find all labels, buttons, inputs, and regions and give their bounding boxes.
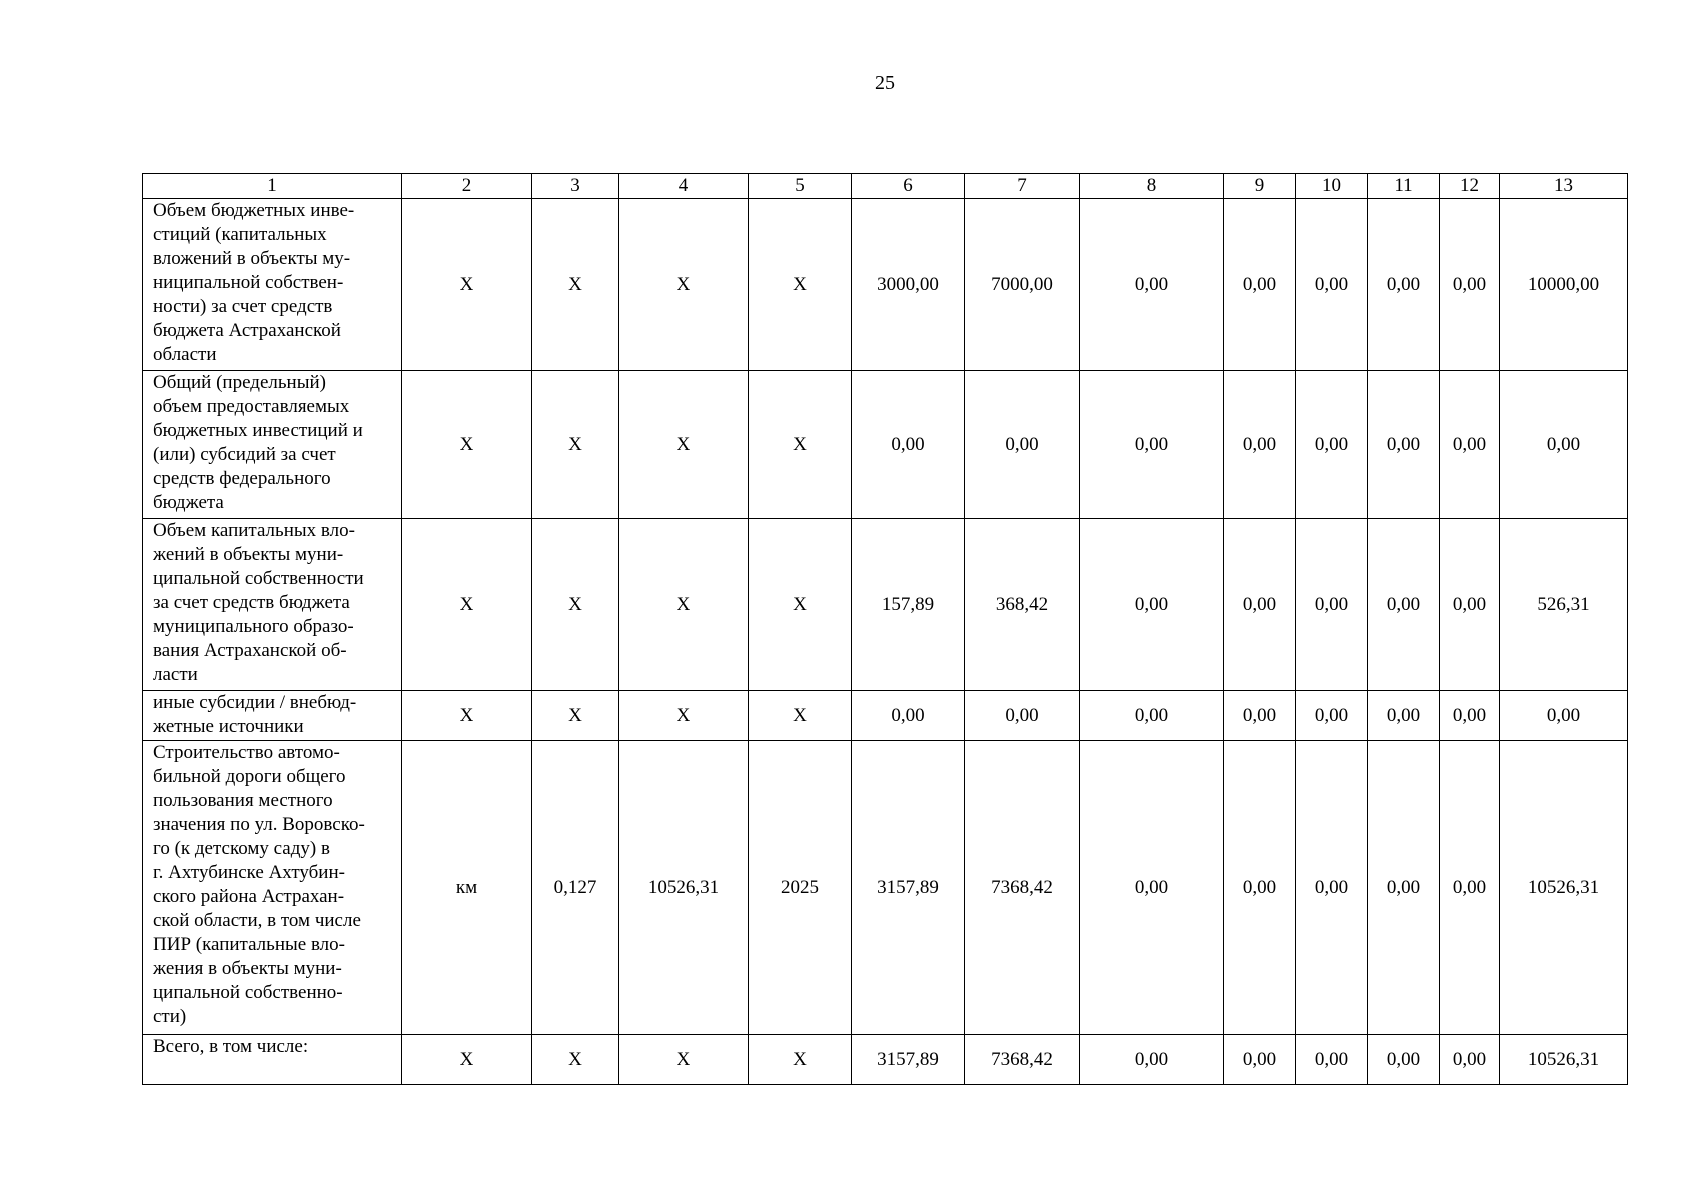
value-cell: Х <box>749 199 852 371</box>
row-label-line: вания Астраханской об- <box>153 640 347 661</box>
value-cell: 0,00 <box>852 371 965 519</box>
column-number-cell: 5 <box>749 174 852 199</box>
column-number-cell: 1 <box>143 174 402 199</box>
row-label-line: бюджета <box>153 492 224 513</box>
value-cell: 10526,31 <box>619 741 749 1035</box>
value-cell: 2025 <box>749 741 852 1035</box>
value-cell: 0,00 <box>1368 371 1440 519</box>
value-cell: 0,00 <box>1080 199 1224 371</box>
row-label-line: ципальной собственно- <box>153 982 343 1003</box>
value-cell: 0,00 <box>1224 691 1296 741</box>
value-cell: 0,00 <box>1224 1035 1296 1085</box>
value-cell: Х <box>532 519 619 691</box>
row-label-line: ности) за счет средств <box>153 296 333 317</box>
value-cell: 0,127 <box>532 741 619 1035</box>
value-cell: Х <box>402 371 532 519</box>
value-cell: Х <box>402 691 532 741</box>
value-cell: Х <box>619 519 749 691</box>
row-label <box>143 199 402 371</box>
value-cell: 0,00 <box>1368 1035 1440 1085</box>
value-cell: 157,89 <box>852 519 965 691</box>
value-cell: Х <box>619 691 749 741</box>
column-number-cell: 7 <box>965 174 1080 199</box>
value-cell: 0,00 <box>1368 519 1440 691</box>
value-cell: 10526,31 <box>1500 1035 1628 1085</box>
column-number-cell: 9 <box>1224 174 1296 199</box>
value-cell: 0,00 <box>1368 691 1440 741</box>
column-number-cell: 2 <box>402 174 532 199</box>
row-label-line: ПИР (капитальные вло- <box>153 934 345 955</box>
value-cell: 0,00 <box>1296 199 1368 371</box>
row-label-line: Всего, в том числе: <box>153 1036 309 1057</box>
row-label-line: ципальной собственности <box>153 568 364 589</box>
value-cell: Х <box>749 1035 852 1085</box>
row-label-line: ниципальной собствен- <box>153 272 344 293</box>
column-number-row <box>143 174 1628 199</box>
value-cell: 0,00 <box>1224 519 1296 691</box>
value-cell: 0,00 <box>1440 519 1500 691</box>
row-label-line: муниципального образо- <box>153 616 354 637</box>
value-cell: 10000,00 <box>1500 199 1628 371</box>
table-row <box>143 199 1628 371</box>
value-cell: 0,00 <box>1368 741 1440 1035</box>
row-label-line: иные субсидии / внебюд- <box>153 692 357 713</box>
value-cell: 3157,89 <box>852 741 965 1035</box>
row-label-line: Общий (предельный) <box>153 372 326 393</box>
value-cell: 0,00 <box>1296 519 1368 691</box>
value-cell: Х <box>532 1035 619 1085</box>
row-label <box>143 519 402 691</box>
table-body <box>143 174 1628 1085</box>
row-label-line: жения в объекты муни- <box>153 958 342 979</box>
row-label-line: ской области, в том числе <box>153 910 361 931</box>
row-label-line: Объем капитальных вло- <box>153 520 355 541</box>
value-cell: 0,00 <box>1440 371 1500 519</box>
value-cell: 0,00 <box>1500 691 1628 741</box>
row-label-line: средств федерального <box>153 468 331 489</box>
row-label-line: Строительство автомо- <box>153 742 340 763</box>
row-label-line: бильной дороги общего <box>153 766 346 787</box>
value-cell: 368,42 <box>965 519 1080 691</box>
row-label <box>143 1035 402 1085</box>
value-cell: 0,00 <box>1080 371 1224 519</box>
value-cell: Х <box>619 371 749 519</box>
value-cell: 0,00 <box>1224 741 1296 1035</box>
value-cell: Х <box>402 199 532 371</box>
value-cell: Х <box>402 519 532 691</box>
value-cell: Х <box>402 1035 532 1085</box>
column-number-cell: 8 <box>1080 174 1224 199</box>
column-number-cell: 3 <box>532 174 619 199</box>
row-label-line: жетные источники <box>153 716 304 737</box>
value-cell: 0,00 <box>1080 691 1224 741</box>
value-cell: Х <box>749 519 852 691</box>
row-label-line: г. Ахтубинске Ахтубин- <box>153 862 345 883</box>
value-cell: 0,00 <box>1296 741 1368 1035</box>
value-cell: 10526,31 <box>1500 741 1628 1035</box>
table-row <box>143 691 1628 741</box>
row-label-line: пользования местного <box>153 790 333 811</box>
column-number-cell: 10 <box>1296 174 1368 199</box>
value-cell: км <box>402 741 532 1035</box>
value-cell: 7368,42 <box>965 1035 1080 1085</box>
value-cell: 3157,89 <box>852 1035 965 1085</box>
row-label-line: стиций (капитальных <box>153 224 327 245</box>
column-number-cell: 13 <box>1500 174 1628 199</box>
column-number-cell: 6 <box>852 174 965 199</box>
value-cell: 0,00 <box>1440 691 1500 741</box>
row-label-line: Объем бюджетных инве- <box>153 200 355 221</box>
value-cell: 0,00 <box>1080 741 1224 1035</box>
value-cell: 0,00 <box>1224 199 1296 371</box>
row-label <box>143 371 402 519</box>
value-cell: 3000,00 <box>852 199 965 371</box>
table-row <box>143 1035 1628 1085</box>
value-cell: Х <box>749 691 852 741</box>
row-label <box>143 741 402 1035</box>
value-cell: Х <box>532 199 619 371</box>
row-label-line: ласти <box>153 664 198 685</box>
value-cell: Х <box>532 371 619 519</box>
row-label-line: за счет средств бюджета <box>153 592 350 613</box>
value-cell: 0,00 <box>1080 1035 1224 1085</box>
value-cell: 0,00 <box>965 371 1080 519</box>
value-cell: 0,00 <box>1224 371 1296 519</box>
row-label <box>143 691 402 741</box>
value-cell: Х <box>749 371 852 519</box>
value-cell: 0,00 <box>1440 1035 1500 1085</box>
row-label-line: области <box>153 344 217 365</box>
column-number-cell: 4 <box>619 174 749 199</box>
row-label-line: го (к детскому саду) в <box>153 838 330 859</box>
row-label-line: вложений в объекты му- <box>153 248 351 269</box>
page-number: 25 <box>875 72 895 94</box>
value-cell: 0,00 <box>965 691 1080 741</box>
row-label-line: объем предоставляемых <box>153 396 350 417</box>
value-cell: 0,00 <box>1296 1035 1368 1085</box>
row-label-line: бюджетных инвестиций и <box>153 420 363 441</box>
value-cell: 0,00 <box>1440 199 1500 371</box>
value-cell: 0,00 <box>1440 741 1500 1035</box>
value-cell: 0,00 <box>1296 371 1368 519</box>
value-cell: 0,00 <box>1296 691 1368 741</box>
value-cell: Х <box>532 691 619 741</box>
row-label-line: (или) субсидий за счет <box>153 444 336 465</box>
value-cell: 0,00 <box>1368 199 1440 371</box>
column-number-cell: 12 <box>1440 174 1500 199</box>
table-row <box>143 519 1628 691</box>
row-label-line: жений в объекты муни- <box>153 544 344 565</box>
value-cell: 0,00 <box>1080 519 1224 691</box>
value-cell: 526,31 <box>1500 519 1628 691</box>
value-cell: Х <box>619 1035 749 1085</box>
row-label-line: сти) <box>153 1006 187 1027</box>
row-label-line: бюджета Астраханской <box>153 320 341 341</box>
row-label-line: ского района Астрахан- <box>153 886 345 907</box>
value-cell: 7000,00 <box>965 199 1080 371</box>
value-cell: 7368,42 <box>965 741 1080 1035</box>
table-row <box>143 741 1628 1035</box>
table-row <box>143 371 1628 519</box>
value-cell: 0,00 <box>1500 371 1628 519</box>
column-number-cell: 11 <box>1368 174 1440 199</box>
budget-table <box>142 173 1628 1085</box>
row-label-line: значения по ул. Воровско- <box>153 814 365 835</box>
value-cell: Х <box>619 199 749 371</box>
value-cell: 0,00 <box>852 691 965 741</box>
